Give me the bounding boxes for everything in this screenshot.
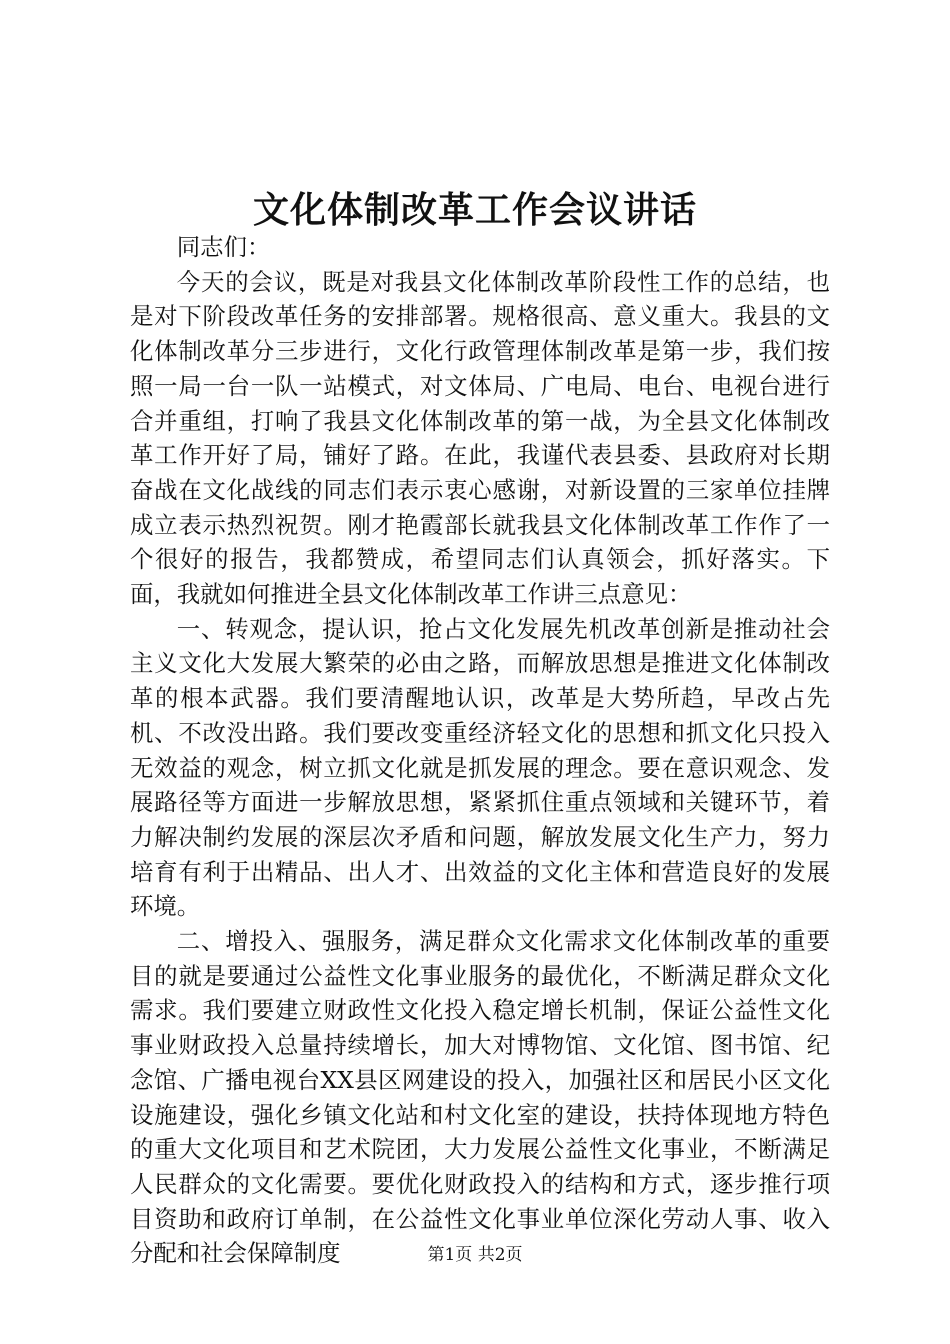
body-paragraph: 二、增投入、强服务，满足群众文化需求文化体制改革的重要目的就是要通过公益性文化事业服务的最优化，不断满足群众文化需求。我们要建立财政性文化投入稳定增长机制，保证公益性文化事业财政投入总量持续增长，加大对博物馆、文化馆、图书馆、纪念馆、广播电视台XX县区网建设的投入，加强社区和居民小区文化设施建设，强化乡镇文化站和村文化室的建设，扶持体现地方特色的重大文化项目和艺术院团，大力发展公益性文化事业，不断满足人民群众的文化需要。要优化财政投入的结构和方式，逐步推行项目资助和政府订单制，在公益性文化事业单位深化劳动人事、收入分配和社会保障制度 [130,927,830,1268]
greeting-paragraph: 同志们： [176,233,271,261]
body-paragraph: 今天的会议，既是对我县文化体制改革阶段性工作的总结，也是对下阶段改革任务的安排部署。规格很高、意义重大。我县的文化体制改革分三步进行，文化行政管理体制改革是第一步，我们按照一局一台一队一站模式，对文体局、广电局、电台、电视台进行合并重组，打响了我县文化体制改革的第一战，为全县文化体制改革工作开好了局，铺好了路。在此，我谨代表县委、县政府对长期奋战在文化战线的同志们表示衷心感谢，对新设置的三家单位挂牌成立表示热烈祝贺。刚才艳霞部长就我县文化体制改革工作作了一个很好的报告，我都赞成，希望同志们认真领会，抓好落实。下面，我就如何推进全县文化体制改革工作讲三点意见： [130,267,830,609]
document-title: 文化体制改革工作会议讲话 [252,189,697,231]
page-number-footer: 第1页 共2页 [427,1245,523,1265]
document-body [130,230,830,1271]
body-paragraph: 一、转观念，提认识，抢占文化发展先机改革创新是推动社会主义文化大发展大繁荣的必由之路，而解放思想是推进文化体制改革的根本武器。我们要清醒地认识，改革是大势所趋，早改占先机、不改没出路。我们要改变重经济轻文化的思想和抓文化只投入无效益的观念，树立抓文化就是抓发展的理念。要在意识观念、发展路径等方面进一步解放思想，紧紧抓住重点领域和关键环节，着力解决制约发展的深层次矛盾和问题，解放发展文化生产力，努力培育有利于出精品、出人才、出效益的文化主体和营造良好的发展环境。 [130,614,830,921]
